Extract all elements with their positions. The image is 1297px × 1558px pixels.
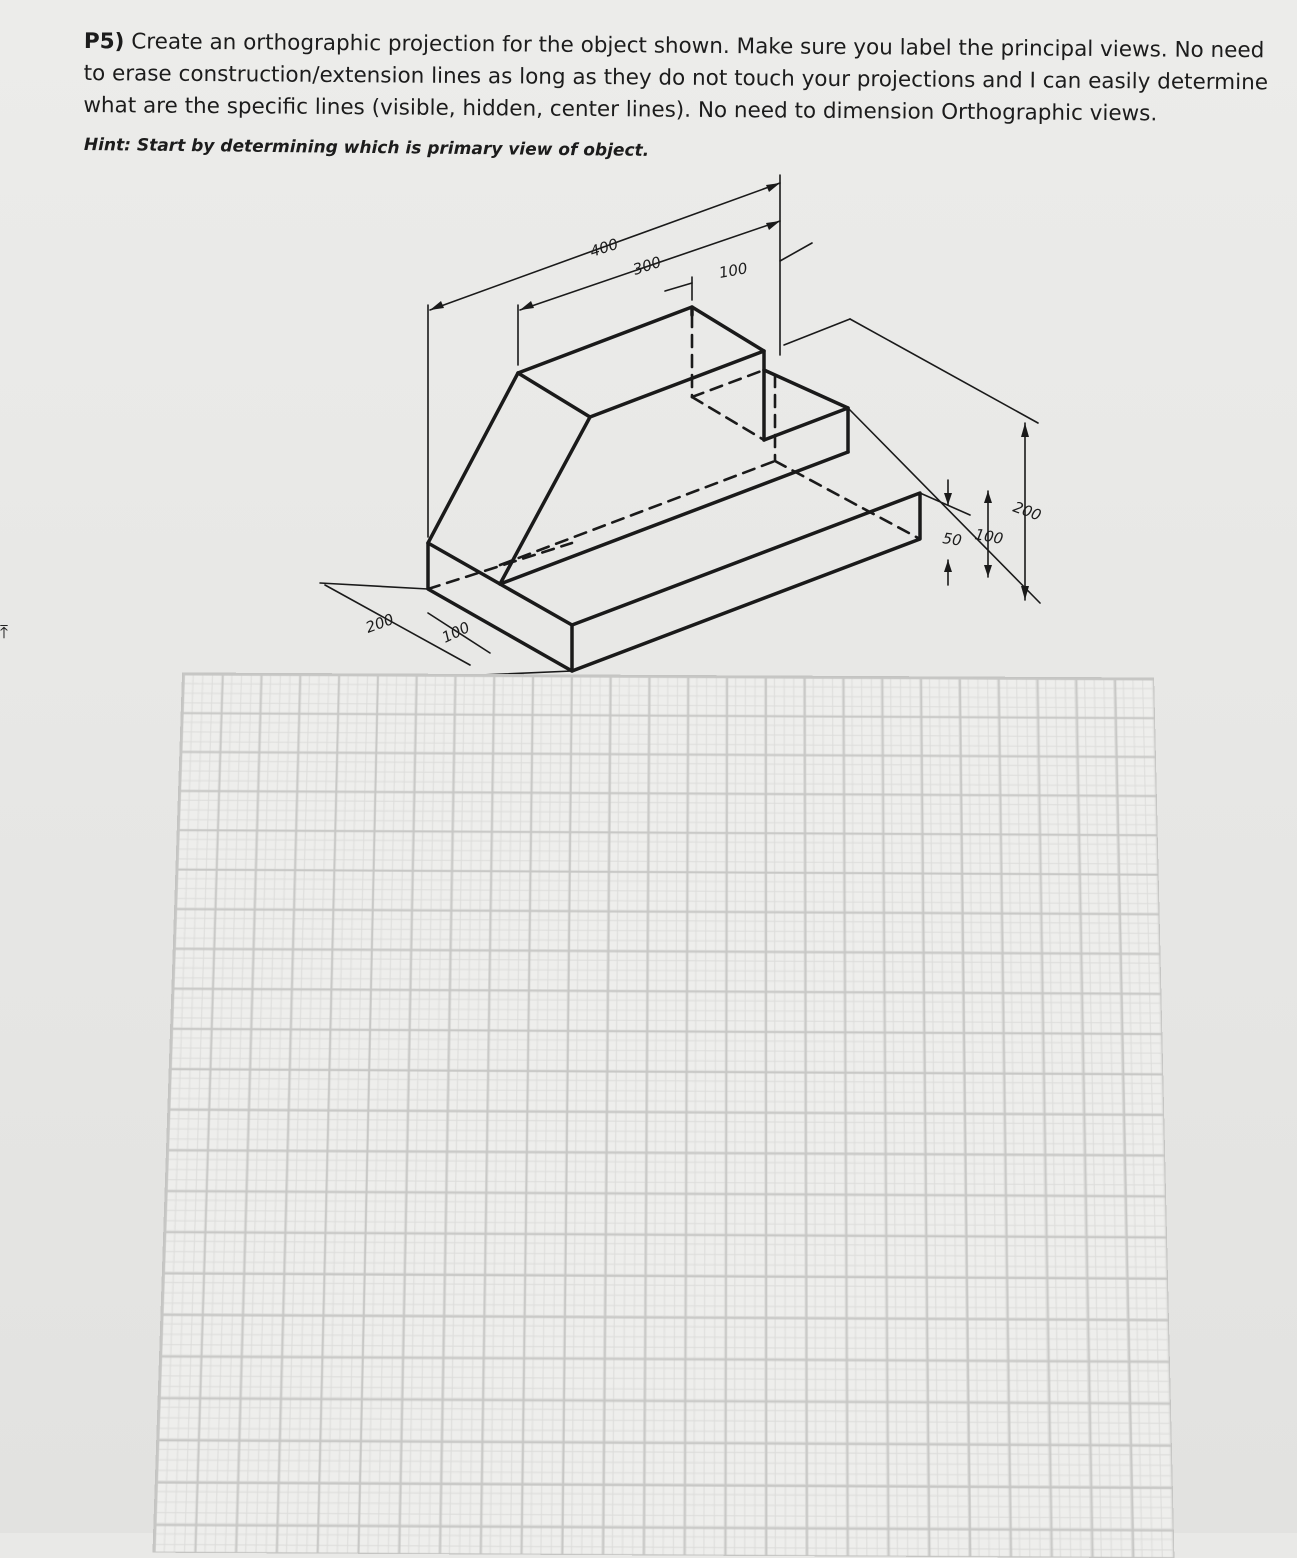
problem-statement <box>83 26 1274 131</box>
dim-label-100-right: 100 <box>973 525 1005 548</box>
extension-line <box>920 493 970 515</box>
dimension-arrowhead <box>1021 586 1029 600</box>
dim-label-100-top: 100 <box>717 259 749 282</box>
dimension-arrowhead <box>944 493 952 505</box>
dim-label-200-right: 200 <box>1010 497 1044 525</box>
problem-number: P5) <box>83 28 125 55</box>
dimension-arrowhead <box>984 565 992 577</box>
visible-edge <box>428 373 590 584</box>
hint-text: Hint: Start by determining which is primary view of object. <box>83 135 650 161</box>
dimension-arrowhead <box>984 491 992 503</box>
visible-edge <box>572 493 920 671</box>
dimension-arrowhead <box>766 221 780 230</box>
isometric-object-figure <box>280 165 1080 685</box>
dim-label-300: 300 <box>630 252 664 279</box>
arrow-up-icon: ⤒ <box>0 622 8 643</box>
hidden-line <box>500 461 775 565</box>
visible-edge <box>428 543 572 671</box>
visible-edge <box>764 408 848 452</box>
dim-label-200-left: 200 <box>363 610 397 637</box>
dimension-line <box>780 243 812 261</box>
dimension-arrowhead <box>430 301 444 310</box>
problem-text: Create an orthographic projection for the object shown. Make sure you label the principal views. No need to erase construction/extension lines as long as they do not touch your projections and I can easily determine what are the specific lines (visible, hidden, center lines). No need to dimension Orthographic views. <box>83 29 1269 127</box>
dimension-arrowhead <box>1021 423 1029 437</box>
extension-line <box>848 408 1040 603</box>
dim-label-100-left: 100 <box>439 618 473 647</box>
dimension-line <box>665 283 692 291</box>
extension-line <box>850 319 1038 423</box>
graph-paper-grid[interactable] <box>152 672 1174 1558</box>
visible-edge <box>764 370 848 408</box>
hidden-line <box>692 397 764 440</box>
extension-line <box>784 319 850 345</box>
visible-edge <box>518 307 764 417</box>
dimension-arrowhead <box>944 560 952 572</box>
extension-line <box>320 583 428 589</box>
dim-label-50: 50 <box>941 529 963 550</box>
dimension-arrowhead <box>520 301 534 310</box>
dim-label-400: 400 <box>587 234 621 261</box>
dimension-arrowhead <box>766 183 780 192</box>
isometric-drawing <box>280 165 1080 689</box>
